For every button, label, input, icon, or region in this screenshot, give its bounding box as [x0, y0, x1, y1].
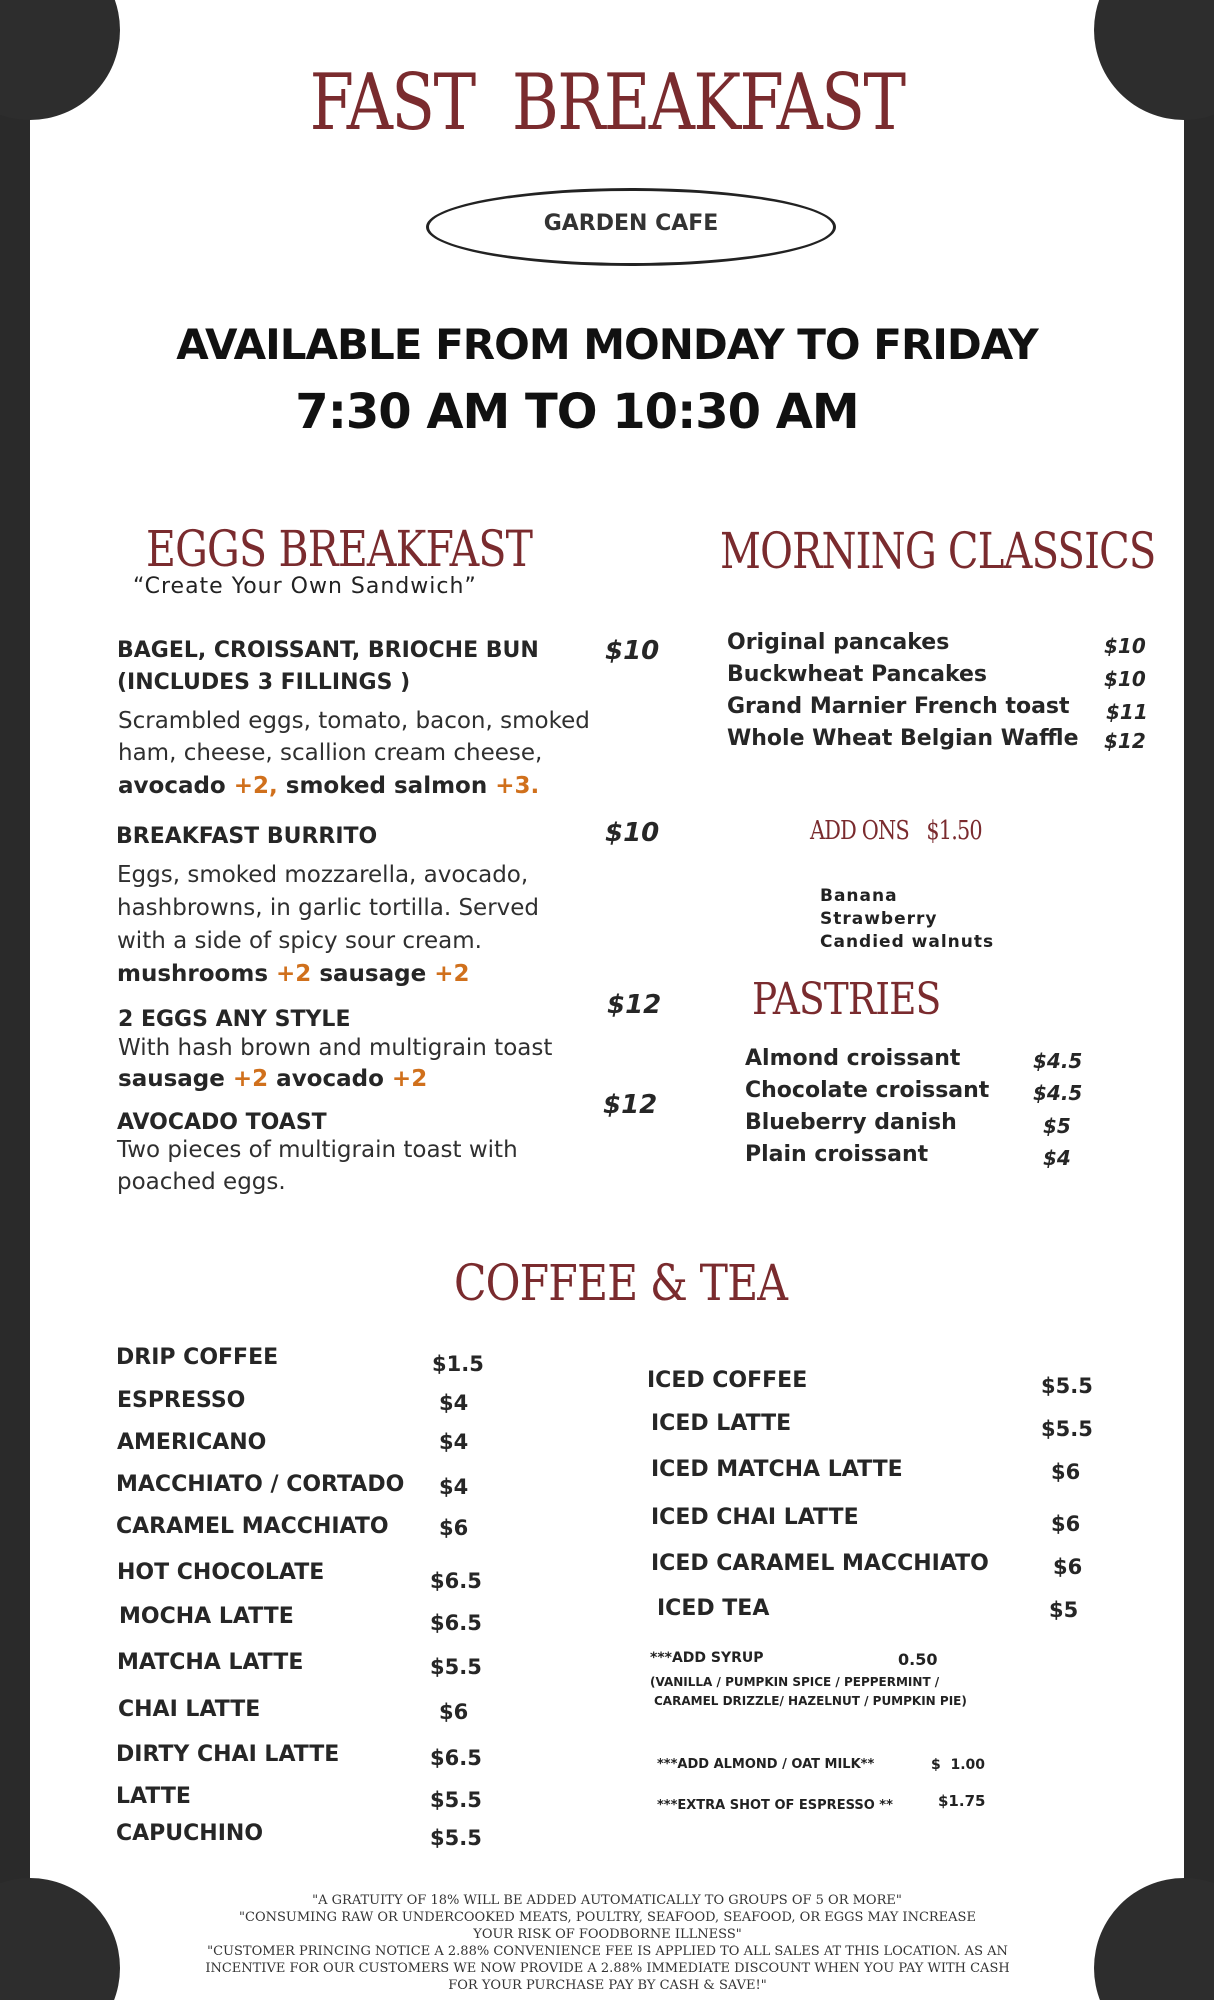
two-eggs-desc: With hash brown and multigrain toast: [118, 1035, 553, 1061]
classics-item-price: $12: [1104, 729, 1146, 753]
two-eggs-extra-sausage: sausage: [118, 1066, 225, 1092]
hot-drink-name: MACCHIATO / CORTADO: [116, 1472, 405, 1497]
iced-drink-price: $6: [1051, 1460, 1081, 1484]
addon-item: Strawberry: [820, 909, 938, 929]
pastry-item-name: Chocolate croissant: [745, 1078, 990, 1103]
burrito-extras: [117, 961, 469, 987]
iced-drink-name: ICED CHAI LATTE: [651, 1505, 859, 1530]
pastry-item-price: $5: [1043, 1114, 1071, 1138]
hot-drink-name: CHAI LATTE: [118, 1697, 261, 1722]
iced-drink-price: $6: [1051, 1512, 1081, 1536]
classics-item-name: Original pancakes: [727, 630, 950, 655]
iced-drink-name: ICED COFFEE: [647, 1368, 808, 1393]
bagel-extras: [118, 773, 539, 799]
bagel-extra-avocado: avocado: [118, 773, 226, 799]
burrito-price: $10: [605, 818, 660, 848]
extra-shot-label: ***EXTRA SHOT OF ESPRESSO **: [657, 1798, 893, 1813]
pastry-item-name: Plain croissant: [745, 1142, 929, 1167]
iced-drink-price: $6: [1053, 1555, 1083, 1579]
pastry-item-price: $4: [1043, 1146, 1071, 1170]
burrito-name: BREAKFAST BURRITO: [116, 824, 378, 849]
hot-drink-name: CARAMEL MACCHIATO: [116, 1514, 389, 1539]
hot-drink-name: DIRTY CHAI LATTE: [116, 1742, 340, 1767]
classics-item-price: $10: [1104, 634, 1146, 658]
syrup-options-1: (VANILLA / PUMPKIN SPICE / PEPPERMINT /: [650, 1675, 940, 1689]
hot-drink-price: $5.5: [430, 1788, 482, 1812]
iced-drink-price: $5.5: [1041, 1374, 1093, 1398]
bagel-desc-2: ham, cheese, scallion cream cheese,: [118, 740, 543, 766]
syrup-price: 0.50: [898, 1650, 938, 1669]
hot-drink-price: $5.5: [430, 1655, 482, 1679]
addon-item: Candied walnuts: [820, 932, 995, 952]
pricing-notice: "CUSTOMER PRINCING NOTICE A 2.88% CONVENIENCE FEE IS APPLIED TO ALL SALES AT THIS LOCATION. AS AN INCENTIVE FOR OUR CUSTOMERS WE NOW PROVIDE A 2.88% IMMEDIATE DISCOUNT WHEN YOU PAY WITH CASH FOR YOUR PURCHASE PAY BY CASH & SAVE!": [205, 1944, 1010, 1993]
bagel-extra-salmon: smoked salmon: [285, 773, 488, 799]
hot-drink-name: MATCHA LATTE: [117, 1650, 304, 1675]
burrito-desc-1: Eggs, smoked mozzarella, avocado,: [117, 862, 529, 888]
eggs-section-subtitle: “Create Your Own Sandwich”: [133, 574, 477, 599]
two-eggs-extras: [118, 1066, 427, 1092]
classics-item-name: Buckwheat Pancakes: [727, 662, 988, 687]
classics-item-price: $10: [1104, 667, 1146, 691]
hot-drink-name: MOCHA LATTE: [119, 1604, 294, 1629]
alt-milk-price: $ 1.00: [931, 1757, 986, 1773]
hot-drink-price: $4: [439, 1475, 469, 1499]
hot-drink-name: LATTE: [116, 1784, 191, 1809]
hot-drink-price: $1.5: [432, 1352, 484, 1376]
two-eggs-name: 2 EGGS ANY STYLE: [118, 1007, 351, 1032]
hot-drink-name: CAPUCHINO: [116, 1821, 264, 1846]
bagel-extra-avocado-price: +2,: [233, 773, 278, 799]
hot-drink-name: HOT CHOCOLATE: [117, 1560, 325, 1585]
burrito-desc-3: with a side of spicy sour cream.: [117, 928, 482, 954]
coffee-section-title: COFFEE & TEA: [454, 1254, 788, 1312]
two-eggs-price: $12: [607, 990, 662, 1020]
availability-hours: 7:30 AM TO 10:30 AM: [295, 384, 859, 440]
two-eggs-extra-avocado: avocado: [276, 1066, 384, 1092]
pastry-item-name: Blueberry danish: [745, 1110, 957, 1135]
gratuity-notice: "A GRATUITY OF 18% WILL BE ADDED AUTOMATICALLY TO GROUPS OF 5 OR MORE": [312, 1893, 902, 1908]
addons-title: ADD ONS $1.50: [810, 816, 982, 846]
burrito-extra-sausage: sausage: [319, 961, 427, 987]
syrup-options-2: CARAMEL DRIZZLE/ HAZELNUT / PUMPKIN PIE): [654, 1694, 967, 1708]
two-eggs-extra-sausage-price: +2: [232, 1066, 269, 1092]
alt-milk-label: ***ADD ALMOND / OAT MILK**: [657, 1757, 875, 1772]
menu-title: FAST BREAKFAST: [309, 58, 905, 148]
pastry-item-name: Almond croissant: [745, 1046, 961, 1071]
bagel-extra-salmon-price: +3.: [495, 773, 540, 799]
avocado-toast-desc-2: poached eggs.: [117, 1169, 286, 1195]
iced-drink-name: ICED MATCHA LATTE: [651, 1457, 903, 1482]
hot-drink-price: $5.5: [430, 1826, 482, 1850]
hot-drink-price: $6.5: [430, 1746, 482, 1770]
hot-drink-name: DRIP COFFEE: [116, 1345, 279, 1370]
iced-drink-name: ICED CARAMEL MACCHIATO: [651, 1551, 989, 1576]
burrito-desc-2: hashbrowns, in garlic tortilla. Served: [117, 895, 540, 921]
menu-page: [30, 0, 1184, 2000]
food-safety-notice: "CONSUMING RAW OR UNDERCOOKED MEATS, POULTRY, SEAFOOD, SEAFOOD, OR EGGS MAY INCREASE YOUR RISK OF FOODBORNE ILLNESS": [239, 1910, 976, 1942]
hot-drink-price: $6: [439, 1700, 469, 1724]
availability-days: AVAILABLE FROM MONDAY TO FRIDAY: [176, 320, 1038, 369]
pastry-item-price: $4.5: [1033, 1049, 1083, 1073]
iced-drink-name: ICED TEA: [657, 1596, 770, 1621]
cafe-badge-label: GARDEN CAFE: [543, 211, 719, 236]
bagel-name-detail: (INCLUDES 3 FILLINGS ): [117, 670, 411, 695]
hot-drink-price: $6: [439, 1516, 469, 1540]
two-eggs-extra-avocado-price: +2: [391, 1066, 428, 1092]
burrito-extra-mushrooms: mushrooms: [117, 961, 269, 987]
hot-drink-price: $6.5: [430, 1569, 482, 1593]
pastries-section-title: PASTRIES: [752, 974, 941, 1025]
avocado-toast-price: $12: [603, 1090, 658, 1120]
hot-drink-price: $4: [439, 1391, 469, 1415]
syrup-label: ***ADD SYRUP: [650, 1650, 764, 1666]
bagel-desc-1: Scrambled eggs, tomato, bacon, smoked: [118, 708, 590, 734]
addon-item: Banana: [820, 886, 898, 906]
burrito-extra-sausage-price: +2: [434, 961, 470, 987]
avocado-toast-desc-1: Two pieces of multigrain toast with: [117, 1137, 518, 1163]
classics-item-price: $11: [1106, 700, 1148, 724]
pastry-item-price: $4.5: [1033, 1081, 1083, 1105]
iced-drink-price: $5.5: [1041, 1417, 1093, 1441]
hot-drink-name: AMERICANO: [117, 1430, 267, 1455]
iced-drink-price: $5: [1049, 1598, 1079, 1622]
hot-drink-name: ESPRESSO: [117, 1388, 246, 1413]
burrito-extra-mushrooms-price: +2: [276, 961, 312, 987]
bagel-price: $10: [605, 636, 660, 666]
avocado-toast-name: AVOCADO TOAST: [117, 1110, 327, 1135]
classics-item-name: Whole Wheat Belgian Waffle: [727, 726, 1079, 751]
hot-drink-price: $4: [439, 1430, 469, 1454]
bagel-name: BAGEL, CROISSANT, BRIOCHE BUN: [117, 638, 539, 663]
hot-drink-price: $6.5: [430, 1611, 482, 1635]
extra-shot-price: $1.75: [938, 1792, 986, 1810]
iced-drink-name: ICED LATTE: [651, 1411, 792, 1436]
classics-item-name: Grand Marnier French toast: [727, 694, 1070, 719]
classics-section-title: MORNING CLASSICS: [720, 522, 1156, 580]
eggs-section-title: EGGS BREAKFAST: [146, 520, 533, 578]
